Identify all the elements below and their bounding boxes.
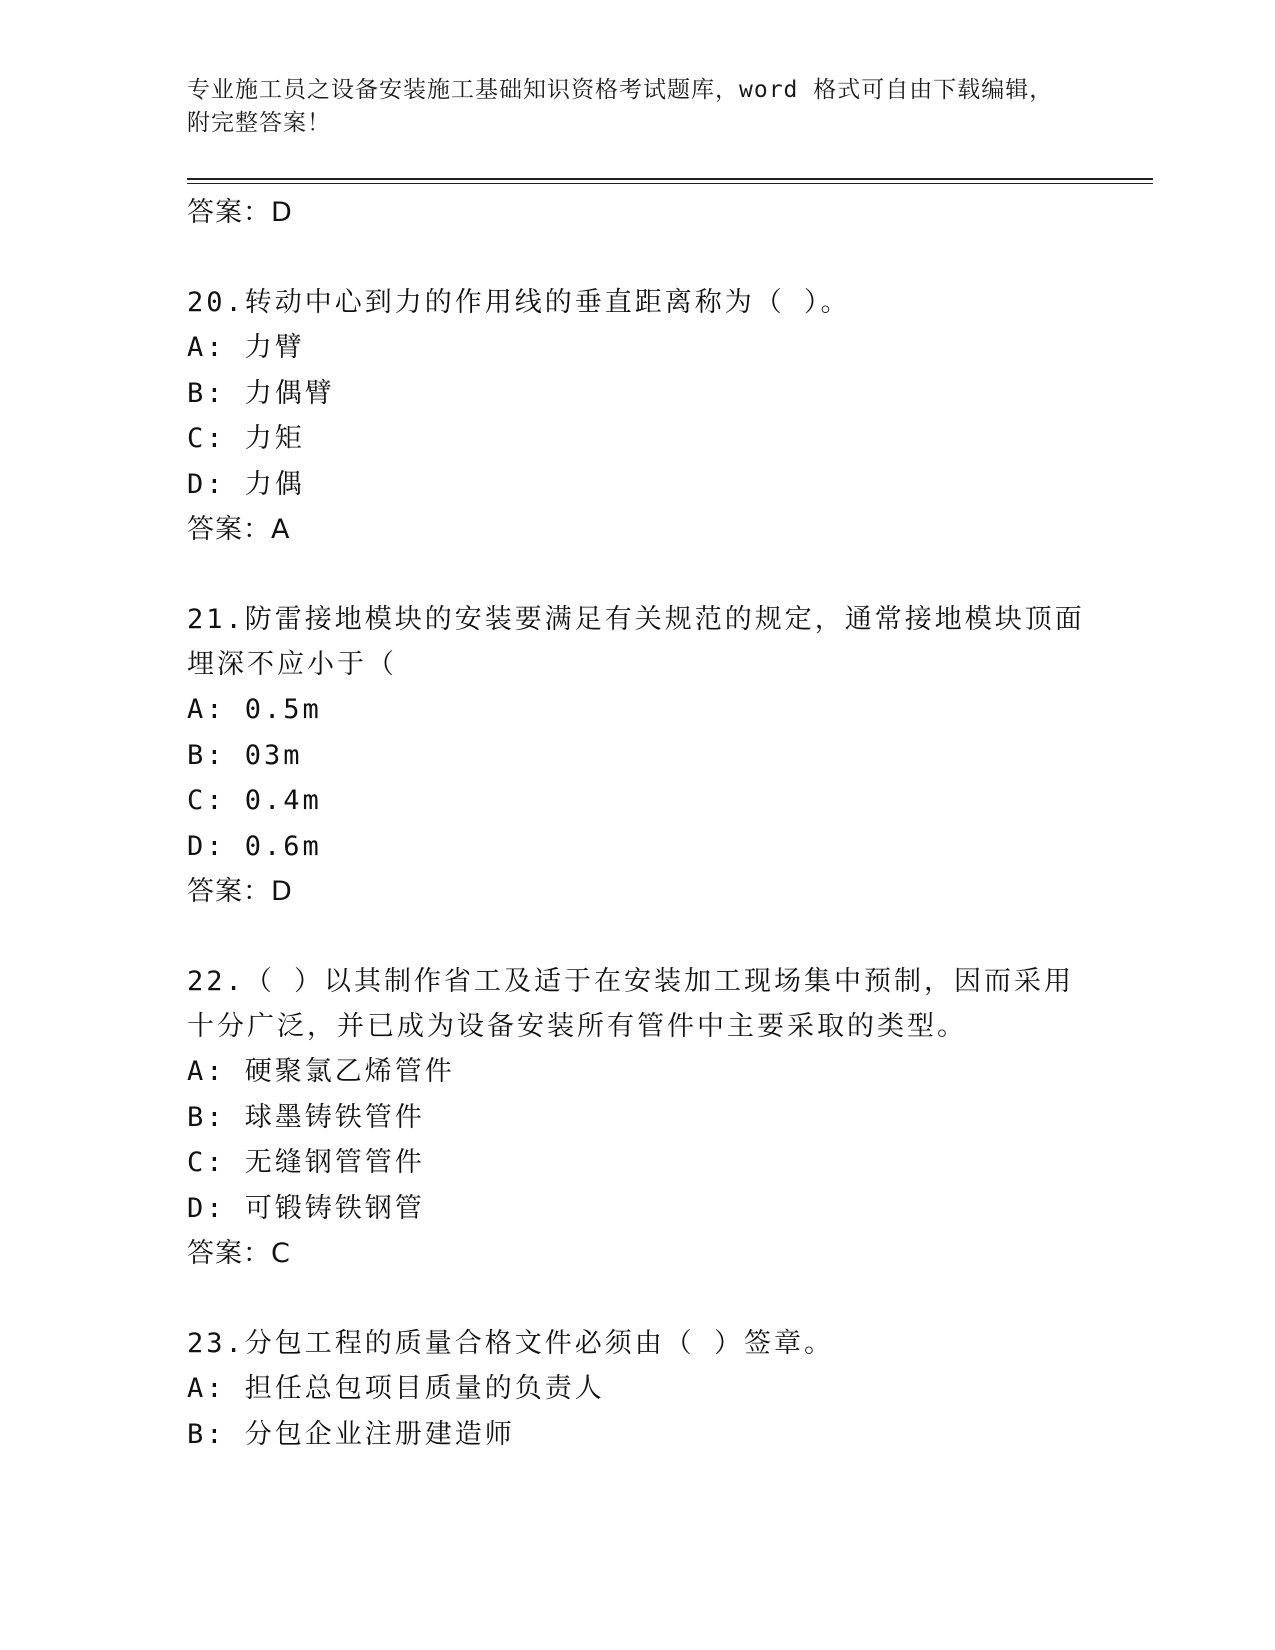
answer-line: 答案：D bbox=[187, 876, 293, 907]
option-a: A: 硬聚氯乙烯管件 bbox=[187, 1056, 455, 1087]
question-23 bbox=[187, 1321, 1087, 1457]
option-a: A: 力臂 bbox=[187, 332, 305, 363]
option-d: D: 力偶 bbox=[187, 468, 305, 500]
option-b: B: 球墨铸铁管件 bbox=[187, 1101, 425, 1133]
option-a: A: 担任总包项目质量的负责人 bbox=[187, 1373, 605, 1404]
option-b: B: 力偶臂 bbox=[187, 377, 335, 409]
question-20 bbox=[187, 280, 1087, 553]
header-line-1: 专业施工员之设备安装施工基础知识资格考试题库，word 格式可自由下载编辑， bbox=[187, 77, 1054, 103]
header-line-2: 附完整答案！ bbox=[187, 110, 331, 136]
question-text: 21.防雷接地模块的安装要满足有关规范的规定，通常接地模块顶面埋深不应小于（ bbox=[187, 604, 1085, 680]
header-divider-thick bbox=[187, 178, 1153, 180]
header-divider-thin bbox=[187, 183, 1153, 184]
option-c: C: 力矩 bbox=[187, 423, 305, 454]
option-d: D: 可锻铸铁钢管 bbox=[187, 1192, 425, 1224]
option-c: C: 0.4m bbox=[187, 785, 322, 816]
question-text: 20.转动中心到力的作用线的垂直距离称为（ ）。 bbox=[187, 287, 851, 318]
option-d: D: 0.6m bbox=[187, 830, 322, 862]
answer-line: 答案：D bbox=[187, 197, 293, 228]
question-text: 23.分包工程的质量合格文件必须由（ ）签章。 bbox=[187, 1328, 835, 1359]
question-text: 22.（ ）以其制作省工及适于在安装加工现场集中预制，因而采用十分广泛，并已成为设备安装所有管件中主要采取的类型。 bbox=[187, 966, 1075, 1042]
question-list bbox=[187, 190, 1087, 1501]
option-b: B: 分包企业注册建造师 bbox=[187, 1418, 515, 1450]
answer-line: 答案：C bbox=[187, 1238, 291, 1269]
answer-line: 答案：A bbox=[187, 514, 291, 545]
option-b: B: 03m bbox=[187, 739, 303, 771]
question-22 bbox=[187, 959, 1087, 1277]
document-header bbox=[187, 74, 1087, 140]
option-a: A: 0.5m bbox=[187, 694, 322, 725]
question-21 bbox=[187, 597, 1087, 915]
option-c: C: 无缝钢管管件 bbox=[187, 1147, 425, 1178]
